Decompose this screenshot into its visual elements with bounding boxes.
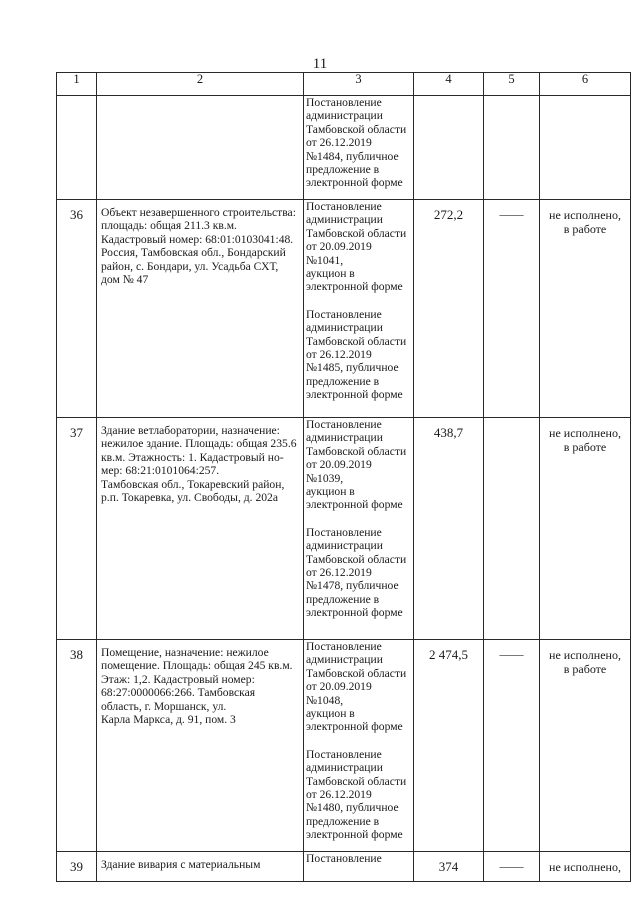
status-line: не исполнено, [549,648,621,662]
doc-line: электронной форме [306,498,403,512]
public-offer-decree [306,748,411,842]
decree-cell [304,418,414,640]
description-line: Тамбовская обл., Токаревский район, [101,477,285,491]
area-cell [414,96,484,200]
doc-line: Постановление [306,200,382,213]
doc-line: №1480, публичное [306,801,399,815]
doc-line: Постановление [306,418,382,431]
doc-line: Постановление [306,307,382,321]
property-table [56,72,631,882]
doc-line: от 26.12.2019 [306,788,372,802]
description-line: нежилое здание. Площадь: общая 235.6 [101,437,297,451]
description-line: Карла Маркса, д. 91, пом. 3 [101,713,236,727]
header-cell: 2 [97,73,304,96]
row-number: 37 [57,418,97,640]
doc-line: от 20.09.2019 [306,240,372,254]
col5-value: ____ [484,640,540,852]
auction-decree [306,200,411,294]
auction-decree [306,640,411,734]
col5-cell [484,96,540,200]
doc-line: администрации [306,109,383,123]
doc-line: Постановление [306,640,382,653]
description-line: Кадастровый номер: 68:01:0103041:48. [101,232,294,246]
doc-line: Тамбовской области [306,122,407,136]
doc-line: администрации [306,539,383,553]
description-line: помещение. Площадь: общая 245 кв.м. [101,659,293,673]
table-row [57,418,631,640]
doc-line: администрации [306,321,383,335]
desc-cell [97,96,304,200]
continuation-row [57,96,631,200]
description-line: кв.м. Этажность: 1. Кадастровый но- [101,450,284,464]
doc-line: электронной форме [306,388,403,402]
doc-line: №1039, [306,471,344,485]
page-number: 11 [312,56,328,72]
doc-line: Тамбовской области [306,444,407,458]
description-line: Объект незавершенного строительства: [101,206,296,219]
doc-line: №1041, [306,253,344,267]
doc-line: Постановление [306,96,382,109]
area-value: 2 474,5 [414,640,484,852]
table-row [57,200,631,418]
doc-line: №1485, публичное [306,361,399,375]
property-description [97,852,304,882]
doc-line: Тамбовской области [306,334,407,348]
doc-block [306,96,411,190]
description-line: район, с. Бондари, ул. Усадьба СХТ, [101,259,279,273]
description-line: область, г. Моршанск, ул. [101,699,227,713]
header-cell: 6 [540,73,631,96]
num-cell [57,96,97,200]
description-line: Помещение, назначение: нежилое [101,646,269,659]
col5-value: ____ [484,200,540,418]
col5-value [484,418,540,640]
doc-line: электронной форме [306,280,403,294]
doc-line: предложение в [306,592,380,606]
doc-line: Постановление [306,852,382,865]
status-cell [540,200,631,418]
description-line: Россия, Тамбовская обл., Бондарский [101,246,286,260]
header-cell: 1 [57,73,97,96]
status-line: не исполнено, [549,208,621,222]
public-offer-decree [306,308,411,402]
doc-line: Тамбовской области [306,774,407,788]
doc-line: Постановление [306,747,382,761]
public-offer-decree [306,526,411,620]
doc-line: №1484, публичное [306,149,399,163]
status-line: не исполнено, [549,860,621,874]
area-value: 374 [414,852,484,882]
row-number: 36 [57,200,97,418]
description-line: мер: 68:21:0101064:257. [101,464,220,478]
status-line: в работе [563,222,607,236]
doc-line: №1048, [306,693,344,707]
auction-decree [306,418,411,512]
doc-line: электронной форме [306,720,403,734]
status-cell [540,852,631,882]
property-description [97,418,304,640]
doc-line: Постановление [306,525,382,539]
doc-line: электронной форме [306,606,403,620]
doc-line: Тамбовской области [306,552,407,566]
property-description [97,200,304,418]
doc-line: предложение в [306,814,380,828]
doc-line: №1478, публичное [306,579,399,593]
decree-cell [304,852,414,882]
header-row [57,73,631,96]
status-line: в работе [563,662,607,676]
auction-decree [306,852,411,865]
area-value: 272,2 [414,200,484,418]
doc-line: Тамбовской области [306,226,407,240]
doc-line: от 26.12.2019 [306,348,372,362]
decree-cell [304,640,414,852]
doc-line: аукцион в [306,707,355,721]
doc-line: электронной форме [306,176,403,190]
description-line: 68:27:0000066:266. Тамбовская [101,686,256,700]
description-line: площадь: общая 211.3 кв.м. [101,219,237,233]
doc-line: от 26.12.2019 [306,566,372,580]
property-description [97,640,304,852]
doc-line: предложение в [306,163,380,177]
doc-line: администрации [306,213,383,227]
doc-line: администрации [306,431,383,445]
doc-line: аукцион в [306,485,355,499]
table-row [57,852,631,882]
doc-line: от 20.09.2019 [306,458,372,472]
description-line: р.п. Токаревка, ул. Свободы, д. 202а [101,491,278,505]
header-cell: 5 [484,73,540,96]
status-cell [540,96,631,200]
description-line: дом № 47 [101,273,149,287]
doc-line: администрации [306,653,383,667]
doc-line: аукцион в [306,267,355,281]
doc-line: предложение в [306,374,380,388]
description-line: Этаж: 1,2. Кадастровый номер: [101,672,255,686]
doc-line: электронной форме [306,828,403,842]
decree-cell [304,200,414,418]
status-cell [540,640,631,852]
description-line: Здание вивария с материальным [101,858,261,871]
col5-value: ____ [484,852,540,882]
description-line: Здание ветлаборатории, назначение: [101,424,280,437]
doc-line: Тамбовской области [306,666,407,680]
area-value: 438,7 [414,418,484,640]
header-cell: 4 [414,73,484,96]
doc-line: администрации [306,761,383,775]
doc-cell [304,96,414,200]
status-cell [540,418,631,640]
status-line: в работе [563,440,607,454]
doc-line: от 26.12.2019 [306,136,372,150]
row-number: 38 [57,640,97,852]
table-row [57,640,631,852]
status-line: не исполнено, [549,426,621,440]
doc-line: от 20.09.2019 [306,680,372,694]
header-cell: 3 [304,73,414,96]
row-number: 39 [57,852,97,882]
